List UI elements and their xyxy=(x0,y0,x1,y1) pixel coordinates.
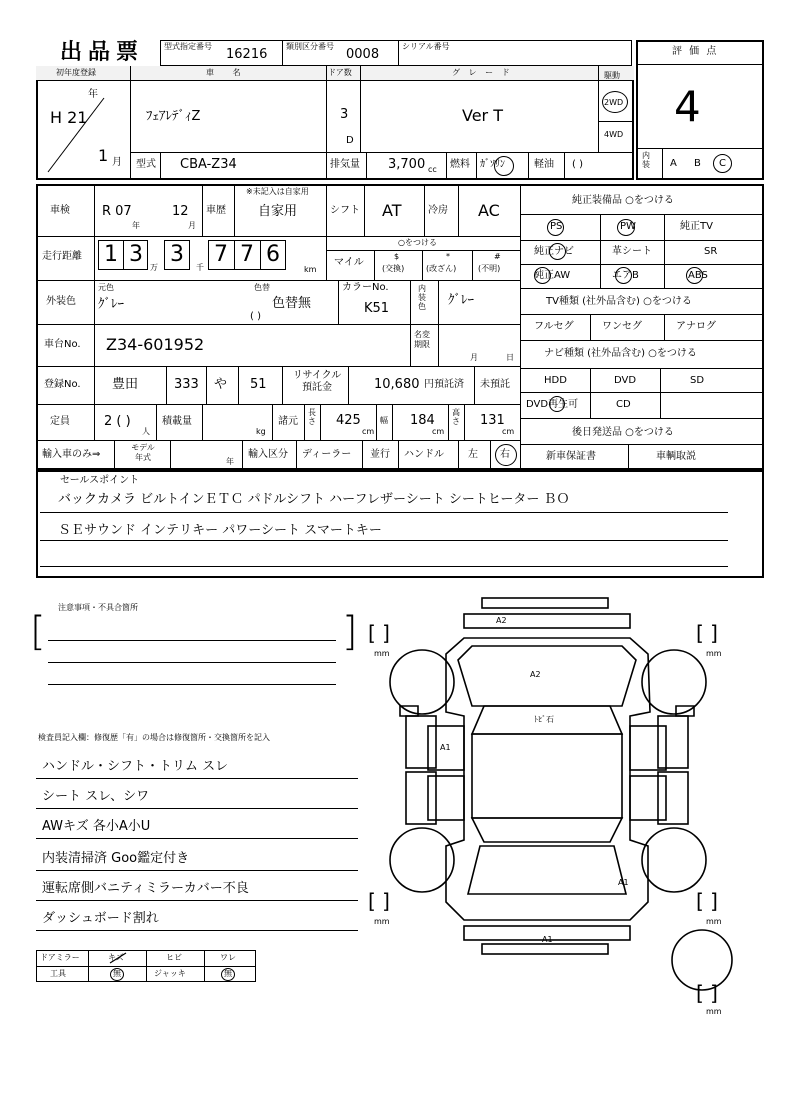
equipment-title: 純正装備品 ○をつける xyxy=(572,195,674,206)
grade-value: Ver T xyxy=(462,106,503,125)
recycle-value: 10,680 xyxy=(374,377,420,392)
mileage-digit-2: 3 xyxy=(129,242,143,267)
mileage-digit-4: 7 xyxy=(214,242,228,267)
equip-aw[interactable]: 純正AW xyxy=(534,270,571,281)
interior-c-circle xyxy=(713,154,732,173)
color-no: K51 xyxy=(364,301,390,316)
height-label: 高さ xyxy=(452,408,460,427)
later-manual[interactable]: 車輌取説 xyxy=(656,451,696,462)
height-value: 131 xyxy=(480,413,505,428)
reg-kana: や xyxy=(214,377,228,392)
reg-class: 333 xyxy=(174,377,199,392)
mm-spare: mm xyxy=(706,1007,722,1016)
tv-fullseg[interactable]: フルセグ xyxy=(534,321,574,332)
shift-label: シフト xyxy=(330,205,360,216)
navi-sd[interactable]: SD xyxy=(690,375,705,386)
model-year-unit: 年 xyxy=(226,457,234,466)
handle-right-circle xyxy=(495,444,517,466)
navi-dvd[interactable]: DVD xyxy=(614,375,637,386)
note-line-1: ハンドル・シフト・トリム スレ xyxy=(42,759,229,774)
grade-label: グ レ ー ド xyxy=(452,68,513,77)
note-line-2: シート スレ、シワ xyxy=(42,789,150,804)
sales-line-2: ＳＥサウンド インテリキー パワーシート スマートキー xyxy=(58,523,382,538)
load-unit: kg xyxy=(256,427,266,436)
doors-value: 3 xyxy=(340,107,349,122)
load-label: 積載量 xyxy=(162,416,192,427)
equip-sr[interactable]: SR xyxy=(704,246,718,257)
tv-oneseg[interactable]: ワンセグ xyxy=(602,321,642,332)
model-year-label: モデル年式 xyxy=(131,443,155,462)
type-no: 16216 xyxy=(226,47,268,62)
shaken-month-unit: 月 xyxy=(188,221,196,230)
length-value: 425 xyxy=(336,413,361,428)
svg-text:[ ]: [ ] xyxy=(696,981,718,1005)
mark-a1-rear: A1 xyxy=(618,878,629,887)
equip-tv[interactable]: 純正TV xyxy=(680,221,713,232)
car-name-label: 車 名 xyxy=(206,68,249,77)
score-value: 4 xyxy=(674,82,701,131)
displacement-value: 3,700 xyxy=(388,157,426,172)
cond-tool-label: 工具 xyxy=(50,969,66,978)
mark-a2-bumper: A2 xyxy=(496,616,507,625)
note-line-4: 内装清掃済 Goo鑑定付き xyxy=(42,851,190,866)
shaken-month: 12 xyxy=(172,204,189,219)
front-right-wheel xyxy=(642,650,706,714)
mileage-digit-3: 3 xyxy=(170,242,184,267)
mark-a2-hood: A2 xyxy=(530,670,541,679)
int-color-label: 内装色 xyxy=(418,284,426,312)
color-label: 外装色 xyxy=(46,296,76,307)
recycle-pending[interactable]: 未預託 xyxy=(480,379,510,390)
mark-a1-rear-bumper: A1 xyxy=(542,935,553,944)
tv-analog[interactable]: アナログ xyxy=(676,321,716,332)
history-label: 車歴 xyxy=(206,205,226,216)
mm-rear-right: mm xyxy=(706,917,722,926)
doors-suffix: D xyxy=(346,135,354,146)
svg-text:[ ]: [ ] xyxy=(368,889,390,913)
score-label: 評 価 点 xyxy=(672,46,719,57)
first-reg-year-unit: 年 xyxy=(88,89,98,100)
doors-label: ドア数 xyxy=(328,68,352,77)
capacity-value: 2 ( ) xyxy=(104,414,131,429)
man-unit: 万 xyxy=(150,263,158,272)
mm-rear-left: mm xyxy=(374,917,390,926)
interior-grade-a[interactable]: A xyxy=(670,158,677,169)
navi-cd[interactable]: CD xyxy=(616,399,631,410)
front-bumper xyxy=(464,614,630,628)
svg-text:[ ]: [ ] xyxy=(368,621,390,645)
ac-value: AC xyxy=(478,201,500,220)
cond-jack-value[interactable]: 無 xyxy=(224,969,232,978)
mile-opt-2[interactable]: (改ざん) xyxy=(426,264,457,273)
first-reg-label: 初年度登録 xyxy=(56,68,96,77)
fuel-label: 燃料 xyxy=(450,159,470,170)
first-reg-month-unit: 月 xyxy=(112,157,122,168)
history-note: ※未記入は自家用 xyxy=(246,187,309,196)
interior-label: 内装 xyxy=(642,151,650,169)
mile-opt-sym-3: # xyxy=(494,252,501,261)
reg-num: 51 xyxy=(250,377,267,392)
tv-title: TV種類 (社外品含む) ○をつける xyxy=(546,296,692,307)
navi-hdd[interactable]: HDD xyxy=(544,375,567,386)
car-damage-diagram xyxy=(360,594,770,1024)
reg-area: 豊田 xyxy=(112,377,139,392)
dims-label: 諸元 xyxy=(278,416,298,427)
note-line-5: 運転席側バニティミラーカバー不良 xyxy=(42,881,249,896)
shaken-year-unit: 年 xyxy=(132,221,140,230)
chassis-value: Z34-601952 xyxy=(106,335,205,354)
sen-unit: 千 xyxy=(196,263,204,272)
notes-label: 注意事項・不具合箇所 xyxy=(58,603,138,612)
drive-label: 駆動 xyxy=(604,71,620,80)
navi-title: ナビ種類 (社外品含む) ○をつける xyxy=(544,348,697,359)
later-title: 後日発送品 ○をつける xyxy=(572,427,674,438)
width-label: 幅 xyxy=(380,416,388,425)
height-unit: cm xyxy=(502,427,515,436)
length-label: 長さ xyxy=(308,408,316,427)
mileage-digit-1: 1 xyxy=(104,242,118,267)
mark-a1-side: A1 xyxy=(440,743,451,752)
cond-mirror-label: ドアミラー xyxy=(40,953,80,962)
equip-pw[interactable]: PW xyxy=(620,221,636,232)
serial-label: シリアル番号 xyxy=(402,42,450,51)
car-name: ﾌｪｱﾚﾃﾞｨZ xyxy=(146,109,201,124)
shaken-year: R 07 xyxy=(102,204,132,219)
shaken-label: 車検 xyxy=(50,205,70,216)
cond-crack[interactable]: ヒビ xyxy=(166,953,182,962)
km-unit: km xyxy=(304,265,317,274)
recycle-unit: 円預託済 xyxy=(424,379,464,390)
repaint-paren: ( ) xyxy=(250,311,261,322)
note-line-6: ダッシュボード割れ xyxy=(42,911,159,926)
name-change-label: 名変期限 xyxy=(414,330,430,349)
equip-airbag[interactable]: エアB xyxy=(612,270,639,281)
svg-text:[ ]: [ ] xyxy=(696,889,718,913)
type-no-label: 型式指定番号 xyxy=(164,42,212,51)
cond-scratch[interactable]: キズ xyxy=(108,953,124,962)
note-line-3: AWキズ 各小A小U xyxy=(42,819,151,834)
handle-left[interactable]: 左 xyxy=(468,449,478,460)
form-title: 出品票 xyxy=(60,40,145,65)
mile-opt-1[interactable]: (交換) xyxy=(382,264,405,273)
sales-line-1: バックカメラ ビルトインＥＴＣ パドルシフト ハーフレザーシート シートヒーター ＢＯ xyxy=(58,492,570,507)
color-no-label: カラーNo. xyxy=(342,282,389,293)
cond-jack-label: ジャッキ xyxy=(154,969,186,978)
drive-2wd-circle xyxy=(602,91,628,113)
mile-opt-sym-1: $ xyxy=(394,252,400,261)
equip-navi[interactable]: 純正ナビ xyxy=(534,246,574,257)
mark-chip: ﾄﾋﾞ石 xyxy=(534,715,554,724)
interior-grade-b[interactable]: B xyxy=(694,158,701,169)
import-parallel[interactable]: 並行 xyxy=(370,449,390,460)
mile-opt-3[interactable]: (不明) xyxy=(478,264,501,273)
first-reg-era: H 21 xyxy=(50,108,88,127)
mileage-digit-6: 6 xyxy=(266,242,280,267)
model-label: 型式 xyxy=(136,159,156,170)
equip-leather[interactable]: 革シート xyxy=(612,246,652,257)
capacity-unit: 人 xyxy=(142,427,150,436)
width-value: 184 xyxy=(410,413,435,428)
orig-color: ｸﾞﾚｰ xyxy=(98,297,124,312)
int-color: ｸﾞﾚｰ xyxy=(448,293,474,308)
rear-left-wheel xyxy=(390,828,454,892)
mm-front-left: mm xyxy=(374,649,390,658)
model-value: CBA-Z34 xyxy=(180,157,237,172)
svg-text:[ ]: [ ] xyxy=(696,621,718,645)
fuel-diesel[interactable]: 軽油 xyxy=(534,159,554,170)
equip-abs[interactable]: ABS xyxy=(688,270,708,281)
displacement-label: 排気量 xyxy=(330,159,360,170)
mileage-label: 走行距離 xyxy=(42,251,82,262)
reg-label: 登録No. xyxy=(44,379,81,390)
rear-right-wheel xyxy=(642,828,706,892)
fuel-other: ( ) xyxy=(572,159,583,170)
cond-break[interactable]: ワレ xyxy=(220,953,236,962)
history-value: 自家用 xyxy=(258,204,298,219)
cond-tool-value[interactable]: 無 xyxy=(113,969,121,978)
length-unit: cm xyxy=(362,427,375,436)
name-change-day: 日 xyxy=(506,353,514,362)
chassis-label: 車台No. xyxy=(44,339,81,350)
ac-label: 冷房 xyxy=(428,205,448,216)
import-class-label: 輸入区分 xyxy=(248,449,288,460)
repaint-label: 色替 xyxy=(254,283,270,292)
orig-color-label: 元色 xyxy=(98,283,114,292)
class-no-label: 類別区分番号 xyxy=(286,42,334,51)
recycle-label: リサイクル預託金 xyxy=(292,370,342,393)
front-left-wheel xyxy=(390,650,454,714)
handle-label: ハンドル xyxy=(404,449,444,460)
interior-grade-c[interactable]: C xyxy=(719,158,726,169)
sales-label: セールスポイント xyxy=(60,475,140,486)
class-no: 0008 xyxy=(346,47,380,62)
mile-mark-label: ○をつける xyxy=(398,238,437,247)
fuel-gasoline[interactable]: ｶﾞｿﾘﾝ xyxy=(480,159,505,170)
mileage-digit-5: 7 xyxy=(240,242,254,267)
mile-label[interactable]: マイル xyxy=(334,257,364,268)
drive-4wd[interactable]: 4WD xyxy=(604,130,624,139)
import-label: 輸入車のみ⇒ xyxy=(42,449,101,460)
later-warranty[interactable]: 新車保証書 xyxy=(546,451,596,462)
fuel-circle xyxy=(494,156,514,176)
mile-opt-sym-2: * xyxy=(446,252,450,261)
mm-front-right: mm xyxy=(706,649,722,658)
handle-right[interactable]: 右 xyxy=(500,449,510,460)
repaint-value: 色替無 xyxy=(272,296,312,311)
shift-value: AT xyxy=(382,201,402,220)
width-unit: cm xyxy=(432,427,445,436)
front-bumper-top xyxy=(482,598,608,608)
first-reg-month: 1 xyxy=(98,146,109,165)
import-dealer[interactable]: ディーラー xyxy=(302,449,352,460)
drive-2wd[interactable]: 2WD xyxy=(604,98,624,107)
inspector-label: 検査員記入欄：修復歴「有」の場合は修復箇所・交換箇所を記入 xyxy=(38,733,270,742)
displacement-unit: cc xyxy=(428,165,437,174)
navi-dvd-play[interactable]: DVD再生可 xyxy=(526,399,579,410)
capacity-label: 定員 xyxy=(50,416,70,427)
name-change-month: 月 xyxy=(470,353,478,362)
equip-ps[interactable]: PS xyxy=(550,221,563,232)
